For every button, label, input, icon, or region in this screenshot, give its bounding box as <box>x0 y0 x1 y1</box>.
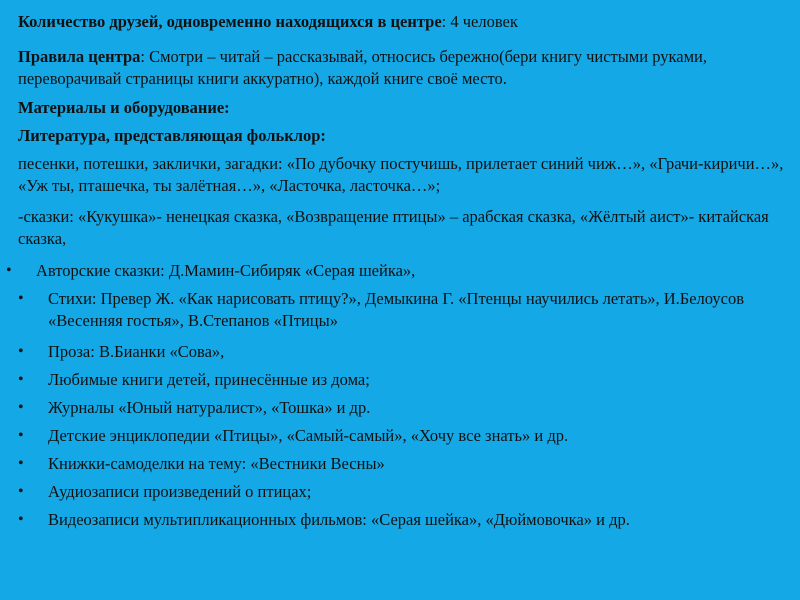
bullet-icon: • <box>18 455 24 472</box>
list-item-text: Книжки-самоделки на тему: «Вестники Весны» <box>48 454 385 473</box>
bullet-icon: • <box>18 290 24 307</box>
bullet-icon: • <box>6 262 12 279</box>
center-rules-label: Правила центра <box>18 47 141 66</box>
list-item-text: Аудиозаписи произведений о птицах; <box>48 482 312 501</box>
literature-heading: Литература, представляющая фольклор: <box>18 126 326 145</box>
list-item-text: Журналы «Юный натуралист», «Тошка» и др. <box>48 398 371 417</box>
folklore-text: песенки, потешки, заклички, загадки: «По дубочку постучишь, прилетает синий чиж…», «Грачи-киричи…», «Уж ты, пташечка, ты залётная…», «Ласточка, ласточка…»; <box>18 154 784 195</box>
center-rules-text: : Смотри – читай – рассказывай, относись бережно(бери книгу чистыми руками, переворачивай страницы книги аккуратно), каждой книге своё место. <box>18 47 708 88</box>
list-item-text: Любимые книги детей, принесённые из дома; <box>48 370 370 389</box>
friends-count-value: : 4 человек <box>441 12 518 31</box>
center-rules-line <box>18 46 788 90</box>
bullet-icon: • <box>18 399 24 416</box>
bullet-icon: • <box>18 511 24 528</box>
bullet-icon: • <box>18 427 24 444</box>
list-item-text: Видеозаписи мультипликационных фильмов: «Серая шейка», «Дюймовочка» и др. <box>48 510 630 529</box>
friends-count-label: Количество друзей, одновременно находящихся в центре <box>18 12 442 31</box>
bullet-icon: • <box>18 343 24 360</box>
list-item-text: Стихи: Превер Ж. «Как нарисовать птицу?», Демыкина Г. «Птенцы научились летать», И.Белоусов «Весенняя гостья», В.Степанов «Птицы» <box>48 289 745 330</box>
list-item-text: Проза: В.Бианки «Сова», <box>48 342 225 361</box>
bullet-icon: • <box>18 483 24 500</box>
list-item-text: Детские энциклопедии «Птицы», «Самый-самый», «Хочу все знать» и др. <box>48 426 569 445</box>
list-item-text: Авторские сказки: Д.Мамин-Сибиряк «Серая шейка», <box>36 261 416 280</box>
friends-count-line <box>18 11 788 33</box>
materials-heading: Материалы и оборудование: <box>18 98 230 117</box>
bullet-icon: • <box>18 371 24 388</box>
tales-text: -сказки: «Кукушка»- ненецкая сказка, «Возвращение птицы» – арабская сказка, «Жёлтый аист»- китайская сказка, <box>18 207 769 248</box>
